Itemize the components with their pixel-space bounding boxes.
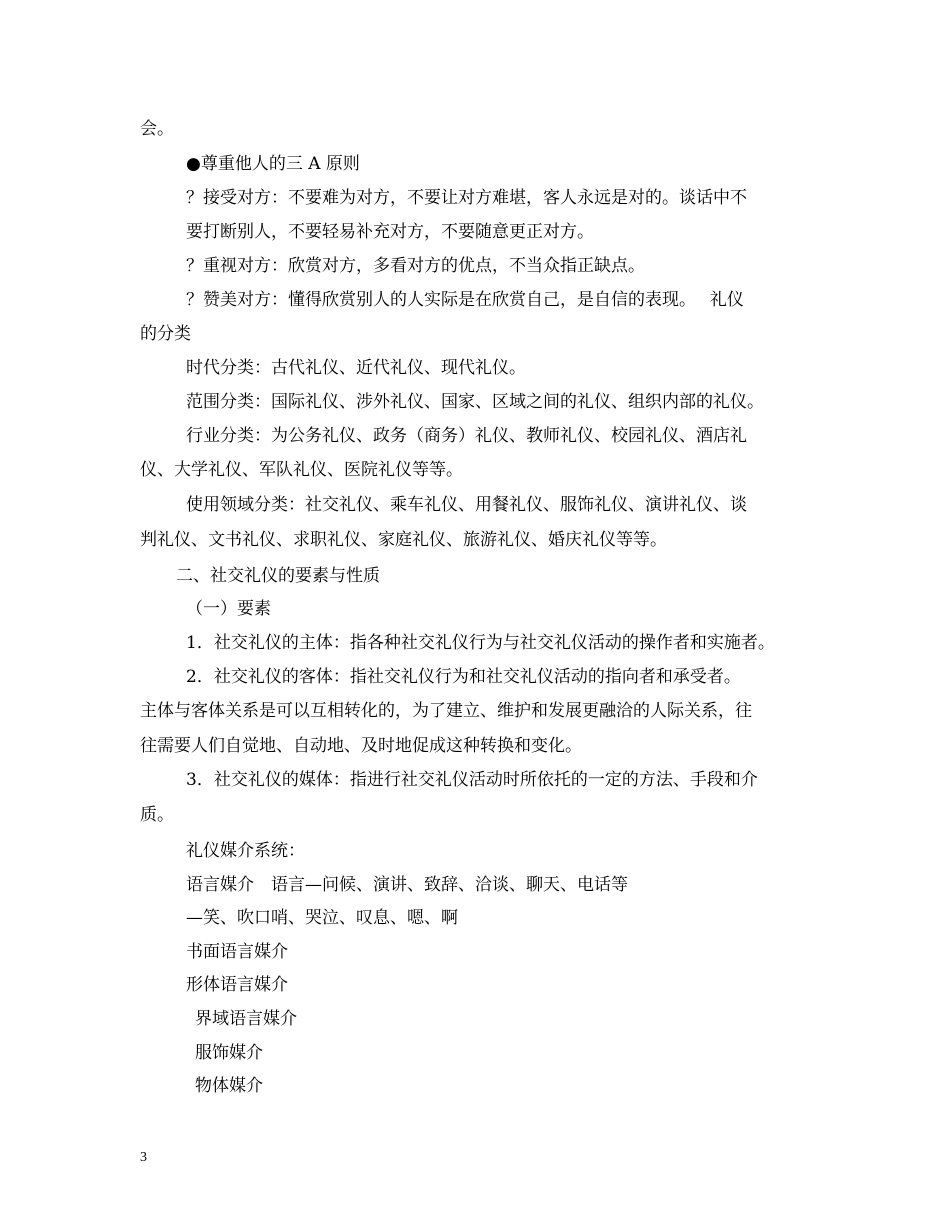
text-line: 主体与客体关系是可以互相转化的，为了建立、维护和发展更融洽的人际关系，往: [140, 701, 752, 721]
text-line: 行业分类：为公务礼仪、政务（商务）礼仪、教师礼仪、校园礼仪、酒店礼: [186, 426, 747, 446]
text-line: ？重视对方：欣赏对方，多看对方的优点，不当众指正缺点。: [186, 256, 645, 276]
text-line: 语言媒介 语言—问候、演讲、致辞、洽谈、聊天、电话等: [186, 875, 628, 895]
section-heading: 二、社交礼仪的要素与性质: [176, 566, 380, 586]
text-line: ？赞美对方：懂得欣赏别人的人实际是在欣赏自己，是自信的表现。 礼仪: [186, 290, 744, 310]
text-line: 书面语言媒介: [186, 942, 288, 962]
text-line: 使用领域分类：社交礼仪、乘车礼仪、用餐礼仪、服饰礼仪、演讲礼仪、谈: [186, 495, 747, 515]
text-line: 往需要人们自觉地、自动地、及时地促成这种转换和变化。: [140, 736, 582, 756]
text-line: —笑、吹口哨、哭泣、叹息、嗯、啊: [186, 908, 458, 928]
text-line: ？接受对方：不要难为对方，不要让对方难堪，客人永远是对的。谈话中不: [186, 188, 747, 208]
subsection-heading: （一）要素: [186, 599, 271, 619]
text-line: 界域语言媒介: [195, 1009, 297, 1029]
text-line: 判礼仪、文书礼仪、求职礼仪、家庭礼仪、旅游礼仪、婚庆礼仪等等。: [140, 530, 667, 550]
text-line: 质。: [140, 805, 174, 825]
text-line: 礼仪媒介系统：: [186, 841, 305, 861]
text-line: 时代分类：古代礼仪、近代礼仪、现代礼仪。: [186, 358, 526, 378]
text-line: 的分类: [140, 324, 191, 344]
text-line: 2．社交礼仪的客体：指社交礼仪行为和社交礼仪活动的指向者和承受者。: [186, 667, 741, 687]
text-line: 会。: [140, 119, 174, 139]
text-line: 物体媒介: [195, 1076, 263, 1096]
text-line: 要打断别人，不要轻易补充对方，不要随意更正对方。: [186, 222, 594, 242]
text-line: 3．社交礼仪的媒体：指进行社交礼仪活动时所依托的一定的方法、手段和介: [186, 770, 758, 790]
text-line: 范围分类：国际礼仪、涉外礼仪、国家、区域之间的礼仪、组织内部的礼仪。: [186, 392, 764, 412]
text-line: 仪、大学礼仪、军队礼仪、医院礼仪等等。: [140, 460, 463, 480]
text-line: 1．社交礼仪的主体：指各种社交礼仪行为与社交礼仪活动的操作者和实施者。: [186, 633, 775, 653]
page-number: 3: [140, 1150, 147, 1165]
section-heading: ●尊重他人的三 A 原则: [186, 154, 360, 174]
text-line: 形体语言媒介: [186, 975, 288, 995]
text-line: 服饰媒介: [195, 1043, 263, 1063]
